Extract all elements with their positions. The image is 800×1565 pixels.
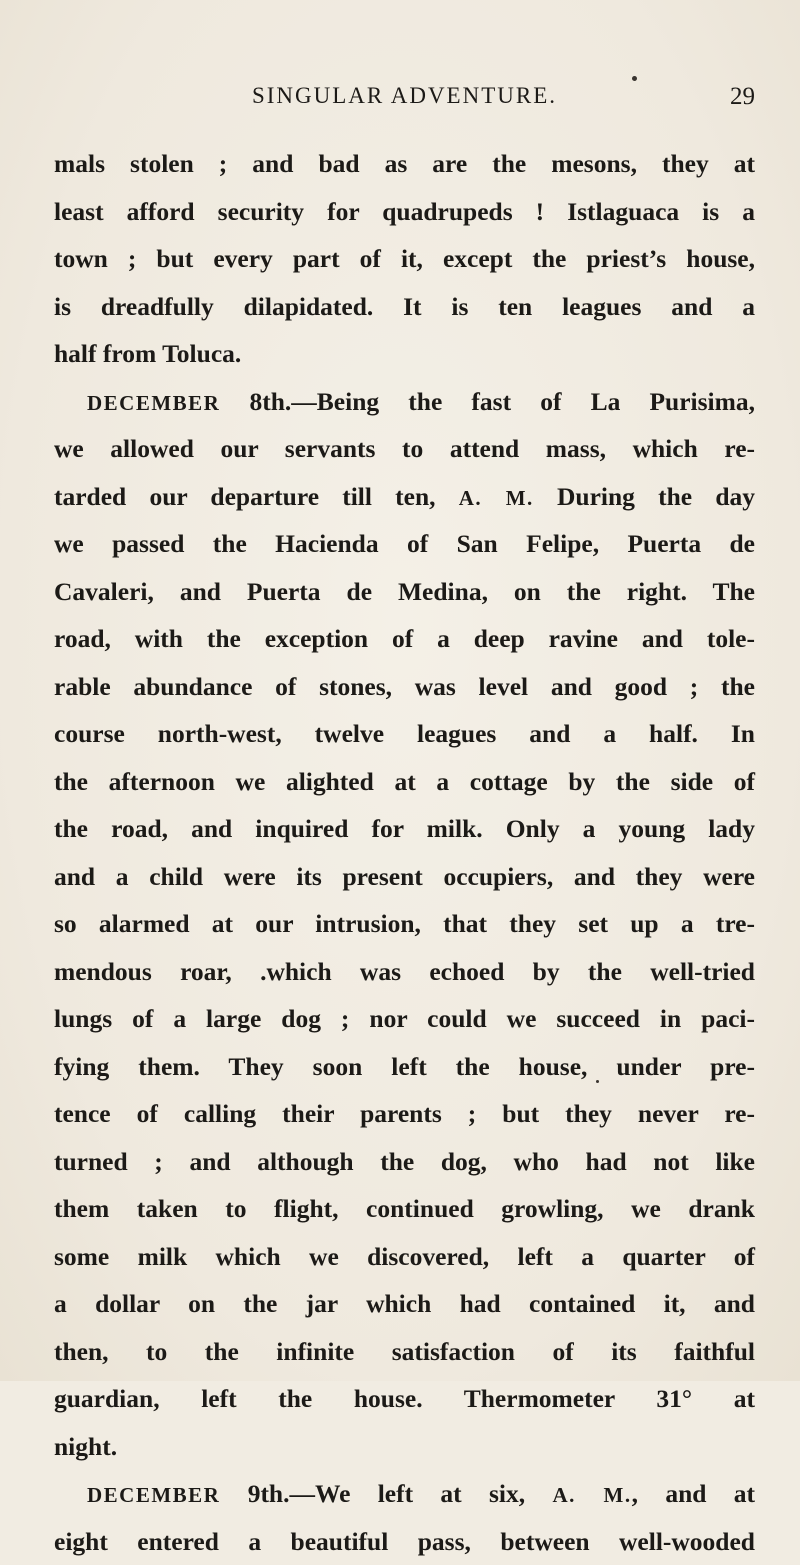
text-segment: , bbox=[632, 1479, 666, 1508]
text-line: we allowed our servants to attend mass, which re- bbox=[54, 425, 755, 473]
text-line: then, to the infinite satisfaction of its faithful bbox=[54, 1328, 755, 1376]
text-segment: and at bbox=[665, 1479, 755, 1508]
running-title: SINGULAR ADVENTURE. bbox=[54, 83, 755, 109]
text-line: the road, and inquired for milk. Only a young lady bbox=[54, 805, 755, 853]
entry-text: 9th.—We left at six, bbox=[248, 1479, 525, 1508]
text-line: rable abundance of stones, was level and good ; the bbox=[54, 663, 755, 711]
text-line: guardian, left the house. Thermometer 31° at bbox=[54, 1375, 755, 1423]
entry-date-label: DECEMBER bbox=[87, 1483, 220, 1507]
entry-date-label: DECEMBER bbox=[87, 391, 220, 415]
text-line: some milk which we discovered, left a quarter of bbox=[54, 1233, 755, 1281]
text-line: turned ; and although the dog, who had not like bbox=[54, 1138, 755, 1186]
text-segment: tarded our departure till ten, bbox=[54, 482, 436, 511]
text-line: course north-west, twelve leagues and a half. In bbox=[54, 710, 755, 758]
body-text bbox=[54, 140, 755, 1565]
time-abbrev: A. M. bbox=[459, 486, 534, 510]
text-segment: During the day bbox=[557, 482, 755, 511]
time-abbrev: A. M. bbox=[552, 1483, 631, 1507]
text-line: road, with the exception of a deep ravine and tole- bbox=[54, 615, 755, 663]
print-speck bbox=[596, 1080, 599, 1083]
text-line: the afternoon we alighted at a cottage by the side of bbox=[54, 758, 755, 806]
text-line: them taken to flight, continued growling, we drank bbox=[54, 1185, 755, 1233]
text-line: we passed the Hacienda of San Felipe, Puerta de bbox=[54, 520, 755, 568]
text-line: and a child were its present occupiers, and they were bbox=[54, 853, 755, 901]
text-line: half from Toluca. bbox=[54, 330, 755, 378]
entry-text: 8th.—Being the fast of La Purisima, bbox=[250, 387, 756, 416]
text-line: a dollar on the jar which had contained it, and bbox=[54, 1280, 755, 1328]
text-line: town ; but every part of it, except the priest’s house, bbox=[54, 235, 755, 283]
text-line: mals stolen ; and bad as are the mesons, they at bbox=[54, 140, 755, 188]
text-line: is dreadfully dilapidated. It is ten leagues and a bbox=[54, 283, 755, 331]
text-line: lungs of a large dog ; nor could we succeed in paci- bbox=[54, 995, 755, 1043]
text-line: eight entered a beautiful pass, between well-wooded bbox=[54, 1518, 755, 1565]
text-line: least afford security for quadrupeds ! Istlaguaca is a bbox=[54, 188, 755, 236]
text-line: mendous roar, .which was echoed by the well-tried bbox=[54, 948, 755, 996]
page-header bbox=[54, 83, 755, 123]
text-line-with-time bbox=[54, 473, 755, 521]
text-line: night. bbox=[54, 1423, 755, 1471]
text-line: fying them. They soon left the house, under pre- bbox=[54, 1043, 755, 1091]
text-line-december-8 bbox=[54, 378, 755, 426]
text-line: Cavaleri, and Puerta de Medina, on the right. The bbox=[54, 568, 755, 616]
text-line: so alarmed at our intrusion, that they set up a tre- bbox=[54, 900, 755, 948]
print-speck bbox=[632, 76, 637, 81]
page-number: 29 bbox=[730, 83, 755, 111]
text-line: tence of calling their parents ; but they never re- bbox=[54, 1090, 755, 1138]
text-line-december-9 bbox=[54, 1470, 755, 1518]
